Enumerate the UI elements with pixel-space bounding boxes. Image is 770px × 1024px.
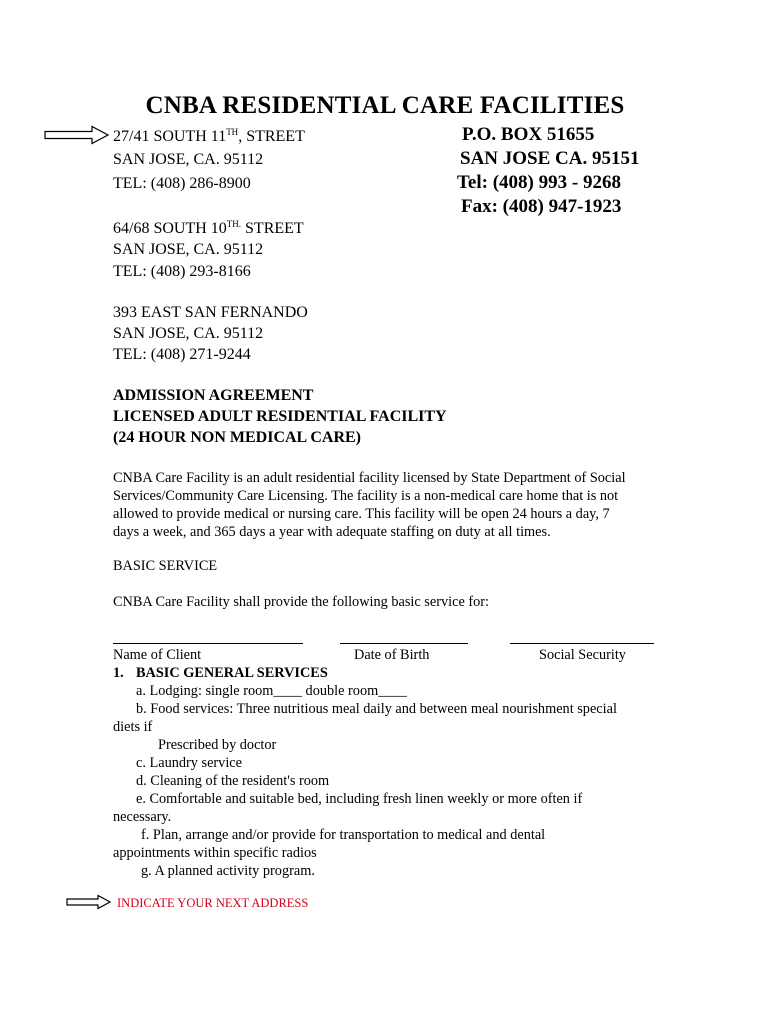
location-3-tel: TEL: (408) 271-9244 <box>113 346 251 363</box>
mailing-city: SAN JOSE CA. 95151 <box>460 148 640 169</box>
agreement-heading: ADMISSION AGREEMENT <box>113 387 314 404</box>
basic-service-label: BASIC SERVICE <box>113 558 218 574</box>
location-1-city: SAN JOSE, CA. 95112 <box>113 151 264 168</box>
location-1-tel: TEL: (408) 286-8900 <box>113 175 251 192</box>
location-3-street: 393 EAST SAN FERNANDO <box>113 304 308 321</box>
client-ssn-label: Social Security <box>539 647 626 663</box>
client-ssn-field[interactable] <box>510 643 654 644</box>
services-title: BASIC GENERAL SERVICES <box>136 665 328 681</box>
location-2-street: 64/68 SOUTH $10^{TH.}$ STREET <box>113 219 304 237</box>
mailing-tel: Tel: (408) 993 - 9268 <box>457 172 621 193</box>
intro-paragraph-line: Services/Community Care Licensing. The facility is a non-medical care home that is not <box>113 488 619 504</box>
location-2-city: SAN JOSE, CA. 95112 <box>113 241 264 258</box>
provide-text: CNBA Care Facility shall provide the following basic service for: <box>113 594 490 610</box>
service-item-food-note: Prescribed by doctor <box>158 737 277 753</box>
location-2-tel: TEL: (408) 293-8166 <box>113 263 251 280</box>
mailing-fax: Fax: (408) 947-1923 <box>461 196 622 217</box>
client-dob-field[interactable] <box>340 643 468 644</box>
client-name-label: Name of Client <box>113 647 202 663</box>
arrow-right-icon <box>44 125 110 145</box>
intro-paragraph-line: allowed to provide medical or nursing care. This facility will be open 24 hours a day, 7 <box>113 506 610 522</box>
client-dob-label: Date of Birth <box>354 647 430 663</box>
intro-paragraph-line: days a week, and 365 days a year with adequate staffing on duty at all times. <box>113 524 551 540</box>
service-item-bed: e. Comfortable and suitable bed, including fresh linen weekly or more often if <box>136 791 583 807</box>
page-title: CNBA RESIDENTIAL CARE FACILITIES <box>145 92 625 119</box>
intro-paragraph-line: CNBA Care Facility is an adult residential facility licensed by State Department of Social <box>113 470 626 486</box>
service-item-transport-cont: appointments within specific radios <box>113 845 317 861</box>
location-1-street: 27/41 SOUTH 11TH, STREET <box>113 127 305 145</box>
arrow-right-icon <box>66 894 112 910</box>
client-name-field[interactable] <box>113 643 303 644</box>
agreement-care-type: (24 HOUR NON MEDICAL CARE) <box>113 429 361 446</box>
service-item-food: b. Food services: Three nutritious meal daily and between meal nourishment special <box>136 701 617 717</box>
agreement-subheading: LICENSED ADULT RESIDENTIAL FACILITY <box>113 408 447 425</box>
next-address-note: INDICATE YOUR NEXT ADDRESS <box>117 896 309 910</box>
po-box: P.O. BOX 51655 <box>462 124 595 145</box>
service-item-cleaning: d. Cleaning of the resident's room <box>136 773 330 789</box>
services-number: 1. <box>113 665 124 681</box>
service-item-food-cont: diets if <box>113 719 153 735</box>
service-item-transport: f. Plan, arrange and/or provide for transportation to medical and dental <box>141 827 546 843</box>
location-3-city: SAN JOSE, CA. 95112 <box>113 325 264 342</box>
service-item-lodging: a. Lodging: single room____ double room____ <box>136 683 407 699</box>
service-item-bed-cont: necessary. <box>113 809 172 825</box>
service-item-activity: g. A planned activity program. <box>141 863 315 879</box>
service-item-laundry: c. Laundry service <box>136 755 242 771</box>
